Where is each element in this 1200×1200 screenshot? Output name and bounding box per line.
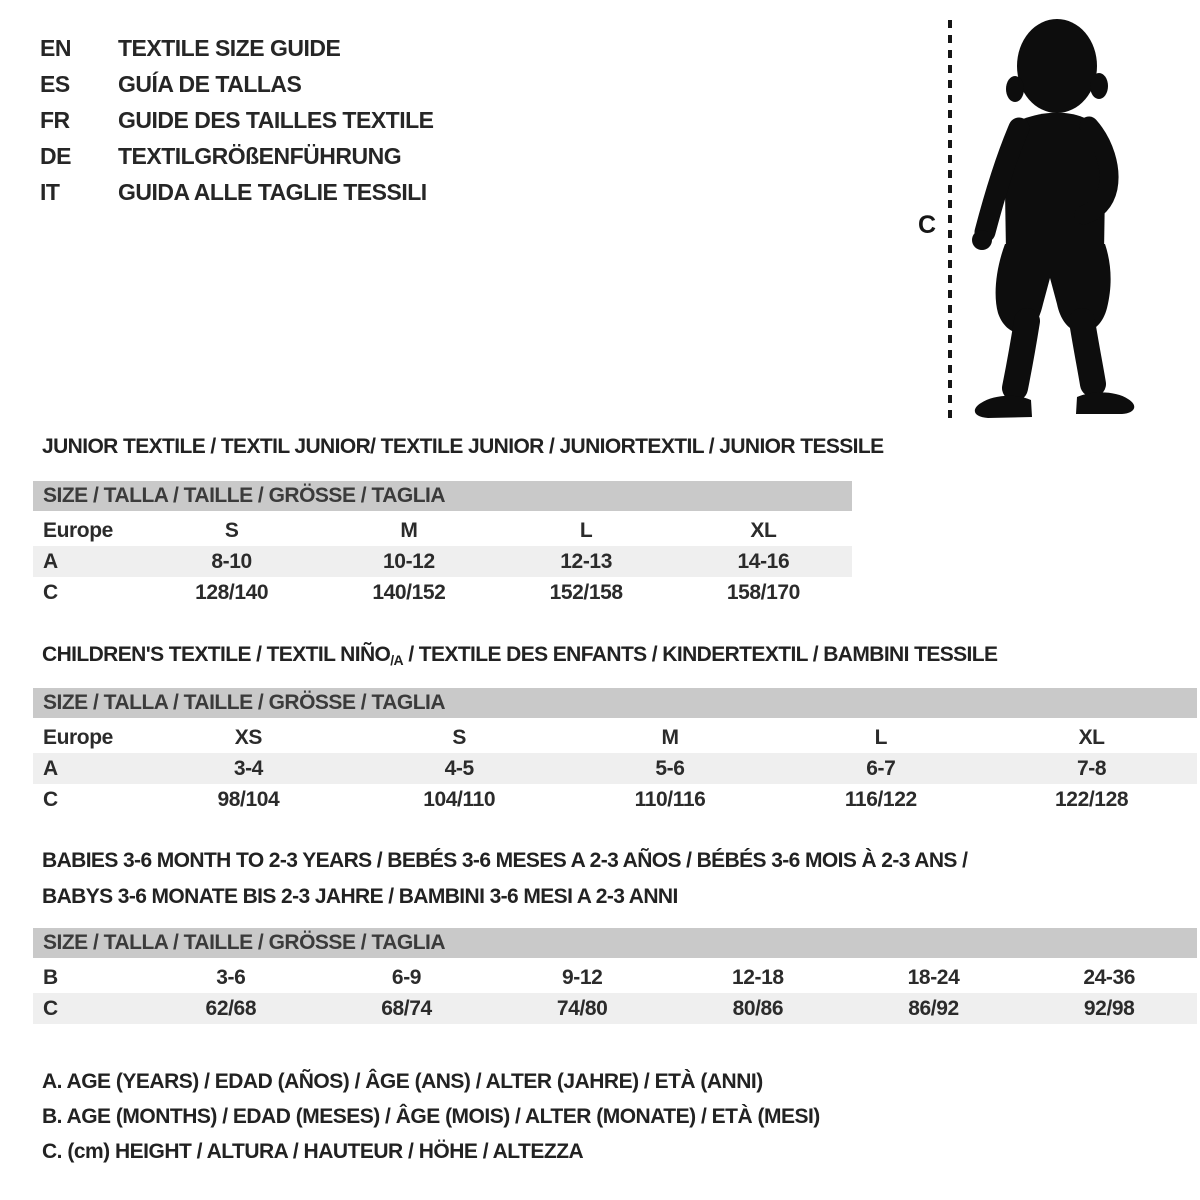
junior-section-heading [42,435,884,459]
size-cell: 14-16 [737,550,790,573]
babies-heading-line2: BABYS 3-6 MONATE BIS 2-3 JAHRE / BAMBINI 3-6 MESI A 2-3 ANNI [42,885,678,908]
size-cell: 158/170 [726,581,800,604]
size-cell: 128/140 [195,581,269,604]
language-code: DE [40,143,71,169]
language-row [40,174,434,210]
size-cell: 4-5 [444,757,474,780]
size-cell: 110/116 [634,788,706,811]
legend-line-c: C. (cm) HEIGHT / ALTURA / HAUTEUR / HÖHE / ALTEZZA [42,1140,584,1163]
children-section-heading [42,643,997,668]
size-header-bar: SIZE / TALLA / TAILLE / GRÖSSE / TAGLIA [33,688,1197,718]
size-cell: 92/98 [1083,997,1135,1020]
size-cell: 8-10 [211,550,252,573]
table-row [33,577,852,608]
size-cell: 10-12 [383,550,435,573]
row-label: Europe [43,726,113,749]
table-row [33,722,1197,753]
size-cell: S [452,726,466,749]
size-cell: 116/122 [844,788,917,811]
legend-line-a: A. AGE (YEARS) / EDAD (AÑOS) / ÂGE (ANS) / ALTER (JAHRE) / ETÀ (ANNI) [42,1070,763,1093]
size-cell: 62/68 [205,997,257,1020]
language-code: FR [40,107,70,133]
language-title-block [40,30,434,210]
legend-line-b: B. AGE (MONTHS) / EDAD (MESES) / ÂGE (MOIS) / ALTER (MONATE) / ETÀ (MESI) [42,1105,820,1128]
size-cell: 140/152 [372,581,446,604]
size-cell: XL [750,519,777,542]
table-row [33,962,1197,993]
size-cell: 68/74 [381,997,432,1020]
language-title: TEXTILGRÖßENFÜHRUNG [118,143,402,169]
table-row [33,784,1197,815]
size-cell: L [874,726,887,749]
size-cell: M [400,519,418,542]
row-label: Europe [43,519,113,542]
babies-table-rows [33,962,1197,1024]
measure-legend [42,1064,820,1169]
language-row [40,66,434,102]
language-title: GUIDA ALLE TAGLIE TESSILI [118,179,427,205]
table-row [33,515,852,546]
junior-table-rows [33,515,852,608]
language-code: ES [40,71,70,97]
size-cell: 98/104 [217,788,280,811]
row-label: C [43,788,58,811]
size-cell: L [579,519,593,542]
size-cell: 152/158 [549,581,623,604]
toddler-silhouette-icon [965,16,1145,418]
size-cell: 24-36 [1083,966,1136,989]
size-cell: 6-7 [866,757,896,780]
size-cell: XS [234,726,262,749]
children-size-table [33,688,1197,815]
row-label: C [43,581,58,604]
junior-size-table [33,481,852,608]
size-cell: 12-13 [560,550,612,573]
size-header-bar: SIZE / TALLA / TAILLE / GRÖSSE / TAGLIA [33,481,852,511]
language-row [40,102,434,138]
size-cell: 6-9 [391,966,422,989]
height-measure-dashed-line [948,20,952,420]
size-cell: 5-6 [655,757,685,780]
size-cell: 7-8 [1077,757,1107,780]
table-row [33,753,1197,784]
row-label: A [43,757,58,780]
table-row [33,993,1197,1024]
language-title: GUÍA DE TALLAS [118,71,302,97]
size-cell: 12-18 [731,966,784,989]
row-label: B [43,966,58,989]
children-heading-post: / TEXTILE DES ENFANTS / KINDERTEXTIL / BAMBINI TESSILE [403,643,998,666]
language-row [40,138,434,174]
language-title: TEXTILE SIZE GUIDE [118,35,341,61]
size-cell: S [224,519,239,542]
row-label: C [43,997,58,1020]
children-table-rows [33,722,1197,815]
babies-size-table [33,928,1197,1024]
size-cell: 104/110 [423,788,496,811]
size-cell: M [661,726,679,749]
row-label: A [43,550,58,573]
babies-heading-line1: BABIES 3-6 MONTH TO 2-3 YEARS / BEBÉS 3-6 MESES A 2-3 AÑOS / BÉBÉS 3-6 MOIS À 2-3 ANS / [42,849,968,872]
children-heading-sub: /A [390,652,404,668]
size-cell: 86/92 [908,997,959,1020]
language-code: EN [40,35,71,61]
babies-section-heading [42,843,967,915]
size-cell: 3-6 [216,966,246,989]
size-cell: 18-24 [907,966,960,989]
language-row [40,30,434,66]
junior-heading-text: JUNIOR TEXTILE / TEXTIL JUNIOR/ TEXTILE JUNIOR / JUNIORTEXTIL / JUNIOR TESSILE [42,435,884,458]
size-cell: 9-12 [561,966,603,989]
table-row [33,546,852,577]
height-measure-figure [905,8,1175,433]
size-header-bar: SIZE / TALLA / TAILLE / GRÖSSE / TAGLIA [33,928,1197,958]
language-title: GUIDE DES TAILLES TEXTILE [118,107,434,133]
children-heading-pre: CHILDREN'S TEXTILE / TEXTIL NIÑO [42,643,391,666]
size-cell: 3-4 [233,757,263,780]
size-cell: XL [1078,726,1105,749]
height-measure-label: C [918,211,937,239]
language-code: IT [40,179,60,205]
size-cell: 74/80 [556,997,608,1020]
size-cell: 122/128 [1055,788,1129,811]
size-cell: 80/86 [732,997,784,1020]
